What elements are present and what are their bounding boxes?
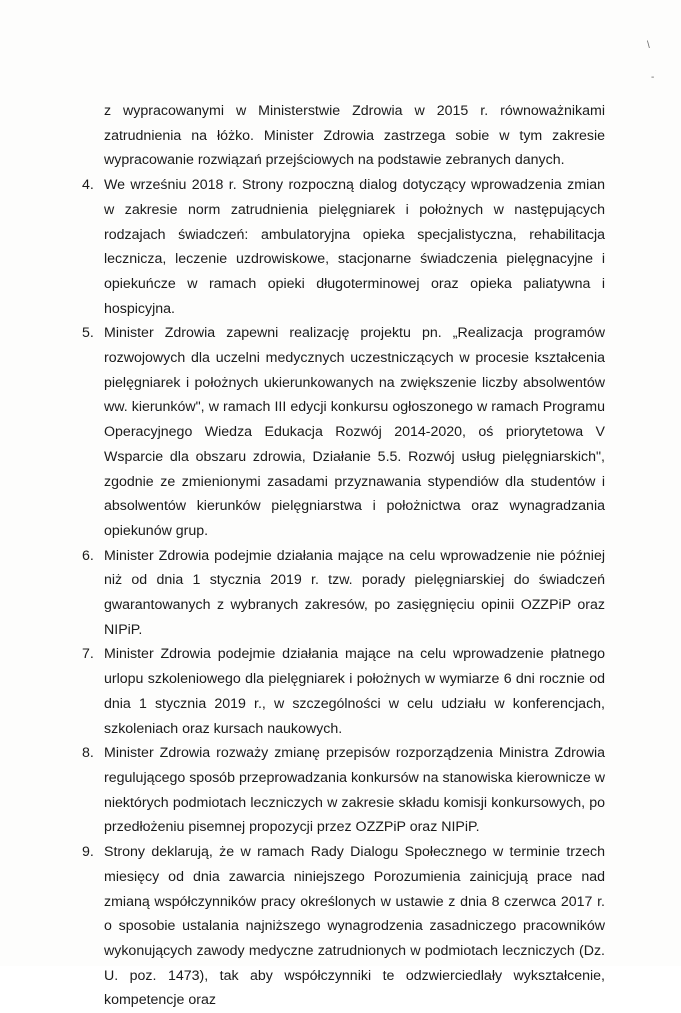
item-text: Minister Zdrowia podejmie działania mające na celu wprowadzenie nie później niż od dnia 1 stycznia 2019 r. tzw. porady pielęgniarskiej do świadczeń gwarantowanych z wybranych zakresów, po zasięgnięciu opinii OZZPiP oraz NIPiP. [104,547,605,638]
item-number: 9. [82,844,94,861]
item-text: Minister Zdrowia podejmie działania mające na celu wprowadzenie płatnego urlopu szkoleniowego dla pielęgniarek i położnych w wymiarze 6 dni rocznie od dnia 1 stycznia 2019 r., w szczególności w celu udziału w konferencjach, szkoleniach oraz kursach naukowych. [104,646,605,737]
list-item [76,321,605,543]
item-number: 5. [82,325,94,342]
list-item [76,642,605,741]
item-text: Minister Zdrowia rozważy zmianę przepisów rozporządzenia Ministra Zdrowia regulującego sposób przeprowadzania konkursów na stanowiska kierownicze w niektórych podmiotach leczniczych w zakresie składu komisji konkursowych, po przedłożeniu pisemnej propozycji przez OZZPiP oraz NIPiP. [104,745,605,836]
continued-paragraph: z wypracowanymi w Ministerstwie Zdrowia w 2015 r. równoważnikami zatrudnienia na łóżko. Minister Zdrowia zastrzega sobie w tym zakresie wypracowanie rozwiązań przejściowych na podstawie zebranych danych. [104,103,605,169]
numbered-list [76,173,605,1013]
item-number: 7. [82,646,94,663]
item-text: Strony deklarują, że w ramach Rady Dialogu Społecznego w terminie trzech miesięcy od dnia zawarcia niniejszego Porozumienia zainicjują prace nad zmianą współczynników pracy określonych w ustawie z dnia 8 czerwca 2017 r. o sposobie ustalania najniższego wynagrodzenia zasadniczego pracowników wykonujących zawody medyczne zatrudnionych w podmiotach leczniczych (Dz. U. poz. 1473), tak aby współczynniki te odzwierciedlały wykształcenie, kompetencje oraz [104,844,605,1009]
list-item [76,840,605,1013]
item-text: We wrześniu 2018 r. Strony rozpoczną dialog dotyczący wprowadzenia zmian w zakresie norm zatrudnienia pielęgniarek i położnych w następujących rodzajach świadczeń: ambulatoryjna opieka specjalistyczna, rehabilitacja lecznicza, leczenie uzdrowiskowe, stacjonarne świadczenia pielęgnacyjne i opiekuńcze w ramach opieki długoterminowej oraz opieka paliatywna i hospicyjna. [104,177,605,317]
margin-mark: - [651,72,655,83]
item-text: Minister Zdrowia zapewni realizację projektu pn. „Realizacja programów rozwojowych dla uczelni medycznych uczestniczących w procesie kształcenia pielęgniarek i położnych ukierunkowanych na zwiększenie liczby absolwentów ww. kierunków", w ramach III edycji konkursu ogłoszonego w ramach Programu Operacyjnego Wiedza Edukacja Rozwój 2014-2020, oś priorytetowa V Wsparcie dla obszaru zdrowia, Działanie 5.5. Rozwój usług pielęgniarskich", zgodnie ze zmienionymi zasadami przyznawania stypendiów dla studentów i absolwentów kierunków pielęgniarstwa i położnictwa oraz wynagradzania opiekunów grup. [104,325,605,539]
item-number: 8. [82,745,94,762]
list-item [76,741,605,840]
list-item [76,544,605,643]
margin-mark: \ [647,40,650,51]
item-number: 6. [82,547,94,564]
item-number: 4. [82,177,94,194]
list-item [76,173,605,321]
document-body [76,99,605,1013]
